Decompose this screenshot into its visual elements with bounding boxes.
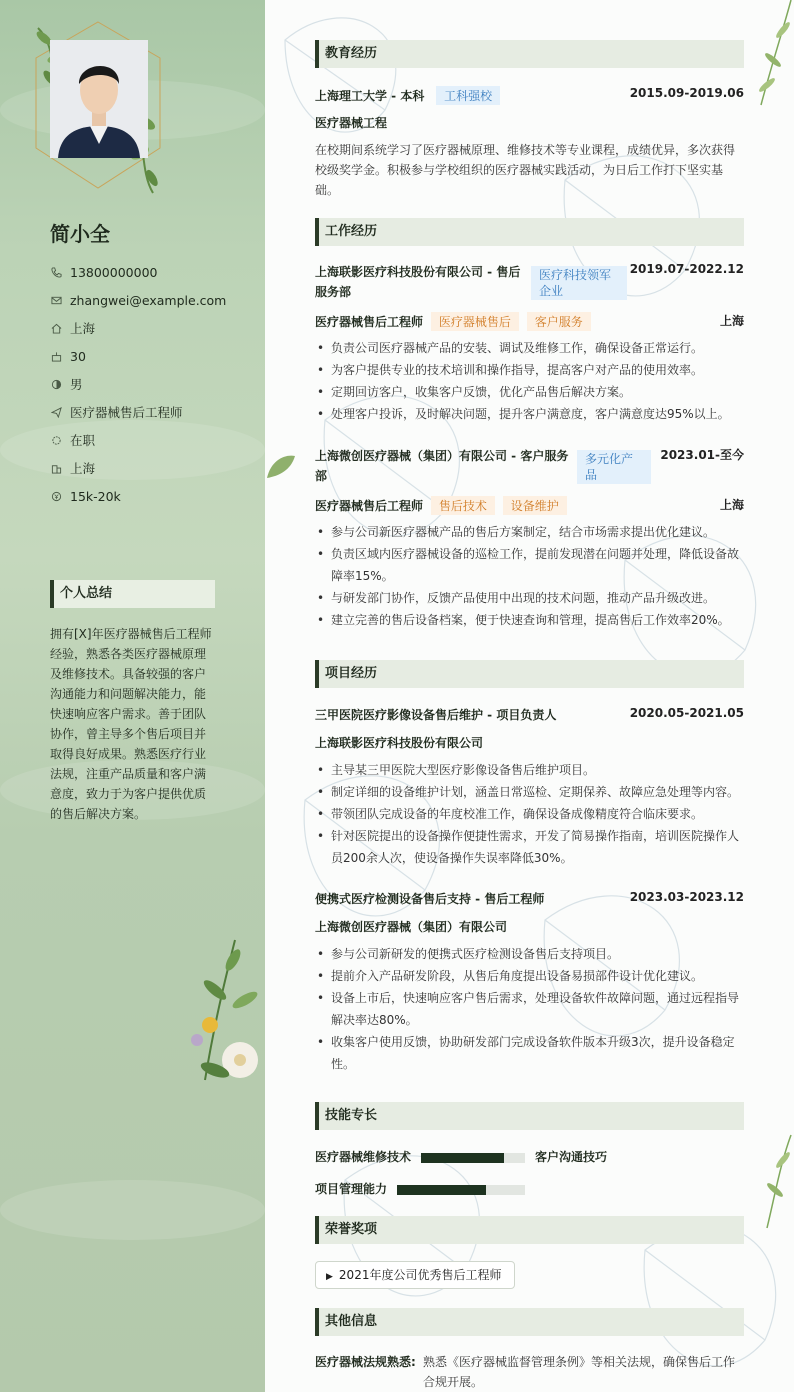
skill-name: 客户沟通技巧 [535,1150,608,1164]
job-duties [315,521,744,631]
skill-bar [397,1185,525,1195]
project-period: 2020.05-2021.05 [629,706,744,720]
list-item: • 参与公司新研发的便携式医疗检测设备售后支持项目。 [315,943,744,965]
gender-text: 男 [70,377,83,392]
summary-text: 拥有[X]年医疗器械售后工程师经验，熟悉各类医疗器械原理及维修技术。具备较强的客户沟通能力和问题解决能力，能快速响应客户需求。善于团队协作，曾主导多个售后项目并取得良好成果。熟悉医疗行业法规，注重产品质量和客户满意度，致力于为客户提供优质的售后解决方案。 [50,627,212,821]
list-item: • 与研发部门协作，反馈产品使用中出现的技术问题，推动产品升级改进。 [315,587,744,609]
other-label: 医疗器械法规熟悉: [315,1355,416,1369]
project-org: 上海微创医疗器械（集团）有限公司 [315,920,508,934]
skill-bar-fill [421,1153,504,1163]
phone-row [50,258,250,286]
job-city: 上海 [719,314,744,328]
sidebar [0,0,265,1392]
phone-text: 13800000000 [70,264,158,280]
location-row [50,314,250,342]
job-duties [315,337,744,425]
building-icon [50,462,62,474]
corner-leaf-icon [753,0,794,110]
position-text: 医疗器械售后工程师 [70,405,183,420]
job-company-tag: 多元化产品 [577,450,651,484]
location-text: 上海 [70,321,96,336]
job-company-tag: 医疗科技领军企业 [531,266,627,300]
salary-row [50,482,250,510]
education-header [315,86,744,104]
salary-text: 15k-20k [70,488,121,504]
job-company: 上海联影医疗科技股份有限公司 - 售后服务部 [315,265,521,299]
money-icon [50,490,62,502]
job-role-row [315,496,744,514]
skills-title: 技能专长 [315,1102,744,1130]
gender-icon [50,378,62,390]
list-item: • 设备上市后，快速响应客户售后需求，处理设备软件故障问题，通过远程指导解决率达80%。 [315,987,744,1031]
skill-name: 项目管理能力 [315,1182,388,1196]
main-content [265,0,794,1392]
school-name: 上海理工大学 - 本科 [315,89,425,103]
email-row [50,286,250,314]
list-item: • 处理客户投诉，及时解决问题，提升客户满意度，客户满意度达95%以上。 [315,403,744,425]
project-items [315,759,744,869]
education-period: 2015.09-2019.06 [629,86,744,100]
home-icon [50,322,62,334]
job-city: 上海 [719,498,744,512]
profile-name: 简小全 [50,222,110,246]
list-item: • 带领团队完成设备的年度校准工作，确保设备成像精度符合临床要求。 [315,803,744,825]
list-item: • 为客户提供专业的技术培训和操作指导，提高客户对产品的使用效率。 [315,359,744,381]
other-title: 其他信息 [315,1308,744,1336]
leaf-icon [265,450,297,480]
age-text: 30 [70,348,86,364]
city-text: 上海 [70,461,96,476]
avatar [50,40,148,158]
education-title: 教育经历 [315,40,744,68]
phone-icon [50,266,62,278]
caret-right-icon: ▶ [326,1272,333,1282]
award-text: 2021年度公司优秀售后工程师 [338,1268,502,1282]
project-name: 便携式医疗检测设备售后支持 - 售后工程师 [315,892,545,906]
award-item[interactable] [315,1261,515,1289]
school-tag: 工科强校 [436,86,500,105]
project-items [315,943,744,1075]
projects-title: 项目经历 [315,660,744,688]
status-icon [50,434,62,446]
list-item: • 收集客户使用反馈，协助研发部门完成设备软件版本升级3次，提升设备稳定性。 [315,1031,744,1075]
city-row [50,454,250,482]
other-row [315,1352,744,1392]
list-item: • 参与公司新医疗器械产品的售后方案制定，结合市场需求提出优化建议。 [315,521,744,543]
age-row [50,342,250,370]
list-item: • 定期回访客户，收集客户反馈，优化产品售后解决方案。 [315,381,744,403]
corner-leaf-icon [755,1130,794,1230]
awards-title: 荣誉奖项 [315,1216,744,1244]
job-role: 医疗器械售后工程师 [315,315,424,329]
list-item: • 负责公司医疗器械产品的安装、调试及维修工作，确保设备正常运行。 [315,337,744,359]
profile-photo-frame [28,18,168,198]
education-desc: 在校期间系统学习了医疗器械原理、维修技术等专业课程，成绩优异，多次获得校级奖学金。积极参与学校组织的医疗器械实践活动，为日后工作打下坚实基础。 [315,143,736,197]
list-item: • 提前介入产品研发阶段，从售后角度提出设备易损部件设计优化建议。 [315,965,744,987]
list-item: • 负责区域内医疗器械设备的巡检工作，提前发现潜在问题并处理，降低设备故障率15%。 [315,543,744,587]
list-item: • 主导某三甲医院大型医疗影像设备售后维护项目。 [315,759,744,781]
skill-row [315,1148,744,1166]
skill-row [315,1180,744,1198]
flower-bouquet-icon [175,930,265,1090]
email-text: zhangwei@example.com [70,292,227,308]
project-header [315,890,744,908]
summary-title: 个人总结 [50,580,215,608]
project-header [315,706,744,724]
major: 医疗器械工程 [315,116,388,130]
list-item: • 制定详细的设备维护计划，涵盖日常巡检、定期保养、故障应急处理等内容。 [315,781,744,803]
project-org: 上海联影医疗科技股份有限公司 [315,736,484,750]
job-header [315,446,744,486]
skill-bar-fill [397,1185,487,1195]
project-name: 三甲医院医疗影像设备售后维护 - 项目负责人 [315,708,557,722]
cake-icon [50,350,62,362]
status-row [50,426,250,454]
job-tag: 医疗器械售后 [431,312,519,331]
job-company: 上海微创医疗器械（集团）有限公司 - 客户服务部 [315,449,569,483]
skill-bar [421,1153,525,1163]
skill-name: 医疗器械维修技术 [315,1150,412,1164]
gender-row [50,370,250,398]
work-title: 工作经历 [315,218,744,246]
position-row [50,398,250,426]
email-icon [50,294,62,306]
status-text: 在职 [70,433,96,448]
job-period: 2023.01-至今 [660,448,744,462]
job-period: 2019.07-2022.12 [629,262,744,276]
job-tag: 客户服务 [527,312,591,331]
job-role: 医疗器械售后工程师 [315,499,424,513]
list-item: • 建立完善的售后设备档案，便于快速查询和管理，提高售后工作效率20%。 [315,609,744,631]
send-icon [50,406,62,418]
job-tag: 设备维护 [503,496,567,515]
job-role-row [315,312,744,330]
project-period: 2023.03-2023.12 [629,890,744,904]
paint-wash [0,1180,265,1240]
contact-info [50,258,250,510]
list-item: • 针对医院提出的设备操作便捷性需求，开发了简易操作指南，培训医院操作人员200余人次，使设备操作失误率降低30%。 [315,825,744,869]
job-header [315,262,744,302]
job-tag: 售后技术 [431,496,495,515]
other-text: 熟悉《医疗器械监督管理条例》等相关法规，确保售后工作合规开展。 [423,1355,736,1389]
